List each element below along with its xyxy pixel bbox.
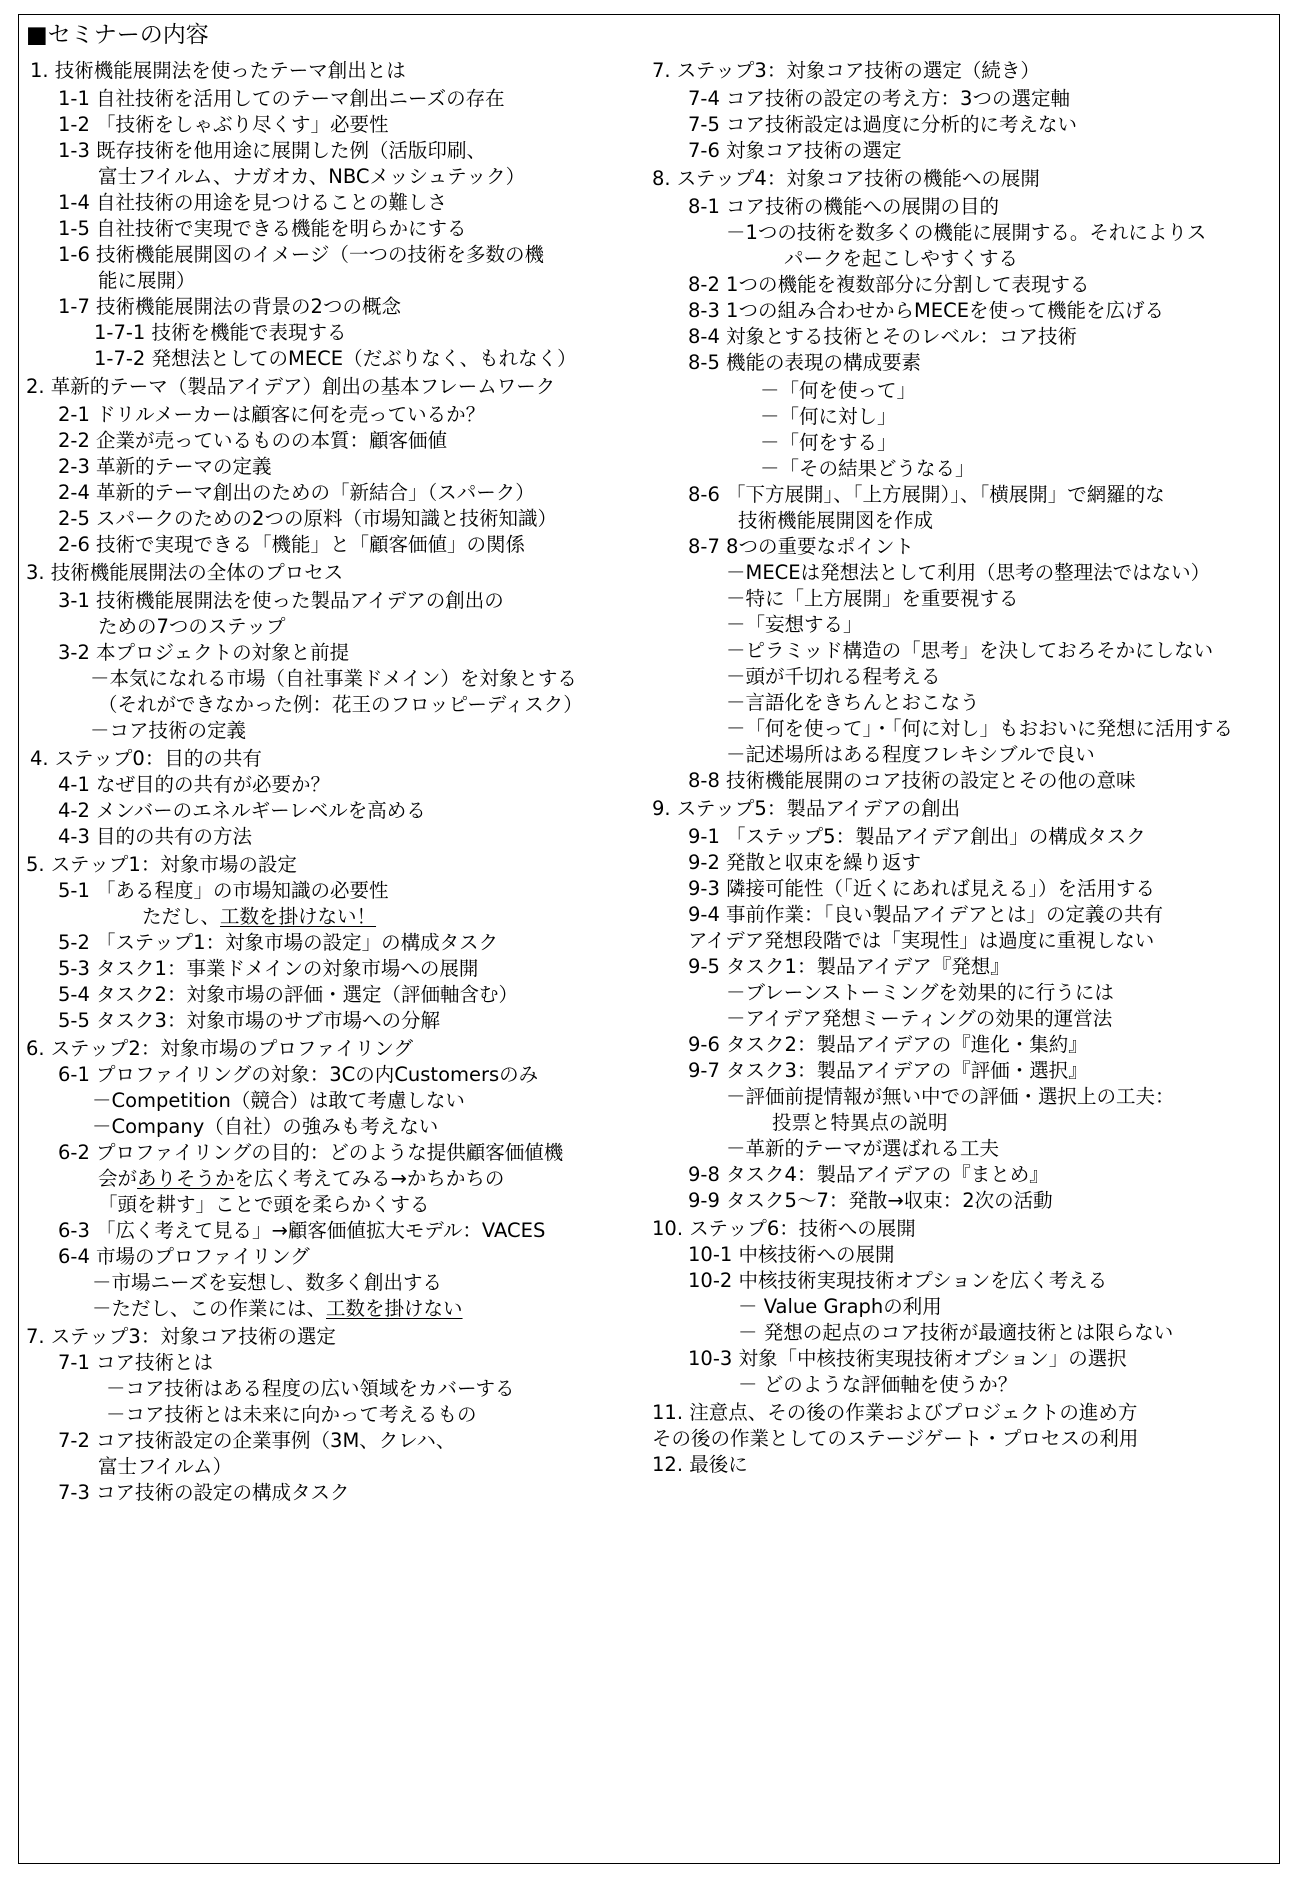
outline-item-text: 8-6 「下方展開」、「上方展開）」、「横展開」で網羅的な bbox=[688, 483, 1165, 506]
outline-item-text: 10. ステップ6：技術への展開 bbox=[652, 1217, 916, 1240]
outline-item bbox=[106, 1402, 477, 1428]
outline-item-text: 11. 注意点、その後の作業およびプロジェクトの進め方 bbox=[652, 1401, 1138, 1424]
outline-item bbox=[726, 638, 1213, 664]
outline-item-text: 7-1 コア技術とは bbox=[58, 1351, 214, 1374]
outline-item-text: －特に「上方展開」を重要視する bbox=[726, 587, 1019, 610]
outline-item-text: －Company（自社）の強みも考えない bbox=[92, 1115, 439, 1138]
outline-item bbox=[106, 1376, 515, 1402]
outline-item bbox=[688, 1032, 1088, 1058]
outline-item-text: 8-7 8つの重要なポイント bbox=[688, 535, 914, 558]
outline-item-text: その後の作業としてのステージゲート・プロセスの利用 bbox=[652, 1427, 1139, 1450]
outline-item-text: 7-6 対象コア技術の選定 bbox=[688, 139, 902, 162]
outline-item-text: ための7つのステップ bbox=[98, 615, 286, 638]
outline-item-text: －MECEは発想法として利用（思考の整理法ではない） bbox=[726, 561, 1211, 584]
outline-item bbox=[92, 1114, 438, 1140]
outline-item bbox=[688, 824, 1146, 850]
outline-item bbox=[26, 374, 555, 400]
outline-item-text: 12. 最後に bbox=[652, 1453, 748, 1476]
outline-item-text: 7-5 コア技術設定は過度に分析的に考えない bbox=[688, 113, 1078, 136]
outline-item bbox=[688, 850, 921, 876]
outline-item bbox=[738, 1372, 1017, 1398]
outline-item bbox=[784, 246, 1018, 272]
outline-item-text: 7. ステップ3：対象コア技術の選定 bbox=[26, 1325, 336, 1348]
outline-item-text: 8. ステップ4：対象コア技術の機能への展開 bbox=[652, 167, 1040, 190]
outline-item bbox=[688, 768, 1136, 794]
outline-item-text: －「何に対し」 bbox=[760, 405, 897, 428]
outline-item-text: 5. ステップ1：対象市場の設定 bbox=[26, 853, 297, 876]
outline-item-text: 技術機能展開図を作成 bbox=[738, 509, 934, 532]
outline-item bbox=[26, 1036, 413, 1062]
outline-item bbox=[726, 612, 863, 638]
outline-item-text: － 発想の起点のコア技術が最適技術とは限らない bbox=[738, 1321, 1174, 1344]
outline-item bbox=[688, 350, 921, 376]
outline-item-text: 6-2 プロファイリングの目的：どのような提供顧客価値機 bbox=[58, 1141, 564, 1164]
outline-item bbox=[688, 1268, 1107, 1294]
outline-item-text: －ただし、この作業には、 bbox=[92, 1297, 327, 1320]
outline-item bbox=[30, 58, 406, 84]
outline-item-text: 1-7-1 技術を機能で表現する bbox=[94, 321, 347, 344]
outline-item bbox=[98, 1166, 504, 1192]
outline-item bbox=[26, 560, 343, 586]
outline-item-text: －市場ニーズを妄想し、数多く創出する bbox=[92, 1271, 443, 1294]
outline-item bbox=[58, 1218, 545, 1244]
outline-item bbox=[98, 1454, 232, 1480]
outline-item-text: アイデア発想段階では「実現性」は過度に重視しない bbox=[688, 929, 1155, 952]
outline-item-text: ただし、 bbox=[142, 905, 221, 928]
outline-item-text: 7-4 コア技術の設定の考え方：3つの選定軸 bbox=[688, 87, 1070, 110]
outline-item bbox=[58, 798, 426, 824]
outline-item bbox=[726, 1006, 1112, 1032]
outline-item bbox=[688, 272, 1089, 298]
outline-item-text: 9-3 隣接可能性（「近くにあれば見える」）を活用する bbox=[688, 877, 1156, 900]
outline-item bbox=[58, 138, 486, 164]
outline-item bbox=[58, 216, 467, 242]
outline-item bbox=[688, 1188, 1053, 1214]
outline-item bbox=[760, 404, 897, 430]
outline-item bbox=[652, 1216, 916, 1242]
outline-item bbox=[30, 746, 262, 772]
outline-item-text: －頭が千切れる程考える bbox=[726, 665, 941, 688]
outline-item-text: 8-5 機能の表現の構成要素 bbox=[688, 351, 922, 374]
outline-item bbox=[58, 956, 478, 982]
outline-item-text: 8-2 1つの機能を複数部分に分割して表現する bbox=[688, 273, 1090, 296]
outline-item-text: 9-9 タスク5～7：発散→収束：2次の活動 bbox=[688, 1189, 1053, 1212]
outline-item-text: －コア技術の定義 bbox=[90, 719, 247, 742]
outline-item-text: 「頭を耕す」ことで頭を柔らかくする bbox=[98, 1193, 430, 1216]
outline-item bbox=[726, 664, 941, 690]
outline-item-text: 9. ステップ5：製品アイデアの創出 bbox=[652, 797, 961, 820]
outline-item bbox=[760, 456, 975, 482]
outline-item-text: 2-4 革新的テーマ創出のための「新結合」（スパーク） bbox=[58, 481, 535, 504]
outline-item-text: 会が bbox=[98, 1167, 138, 1190]
outline-item-text: 2-6 技術で実現できる「機能」と「顧客価値」の関係 bbox=[58, 533, 526, 556]
outline-item bbox=[90, 666, 577, 692]
outline-item bbox=[760, 378, 916, 404]
outline-item-text: 6-3 「広く考えて見る」→顧客価値拡大モデル：VACES bbox=[58, 1219, 546, 1242]
outline-item bbox=[738, 508, 933, 534]
outline-item-text: －「何をする」 bbox=[760, 431, 897, 454]
outline-item-text: 4-3 目的の共有の方法 bbox=[58, 825, 253, 848]
outline-item-text: 8-1 コア技術の機能への展開の目的 bbox=[688, 195, 1000, 218]
outline-item-text: 2-1 ドリルメーカーは顧客に何を売っているか？ bbox=[58, 403, 486, 426]
outline-item bbox=[26, 1324, 336, 1350]
outline-item-text: 1-4 自社技術の用途を見つけることの難しさ bbox=[58, 191, 448, 214]
outline-item bbox=[738, 1320, 1173, 1346]
outline-item bbox=[688, 1346, 1127, 1372]
outline-item bbox=[726, 690, 980, 716]
outline-item-text: 5-3 タスク1：事業ドメインの対象市場への展開 bbox=[58, 957, 479, 980]
outline-item-text: 9-2 発散と収束を繰り返す bbox=[688, 851, 922, 874]
outline-item-text-after: を広く考えてみる→かちかちの bbox=[234, 1167, 505, 1190]
outline-item-text: 7. ステップ3：対象コア技術の選定（続き） bbox=[652, 59, 1040, 82]
outline-item bbox=[726, 716, 1233, 742]
outline-item-text: －コア技術はある程度の広い領域をカバーする bbox=[106, 1377, 515, 1400]
outline-item bbox=[58, 294, 401, 320]
outline-item-text: －「何を使って」 bbox=[760, 379, 917, 402]
outline-item bbox=[726, 742, 1095, 768]
emphasis-underline: 工数を掛けない bbox=[326, 1297, 463, 1320]
outline-item-text: －Competition（競合）は敢て考慮しない bbox=[92, 1089, 465, 1112]
outline-item bbox=[652, 58, 1040, 84]
outline-item bbox=[58, 454, 272, 480]
outline-item-text: 5-5 タスク3：対象市場のサブ市場への分解 bbox=[58, 1009, 440, 1032]
outline-item bbox=[726, 1084, 1175, 1110]
outline-item-text: －記述場所はある程度フレキシブルで良い bbox=[726, 743, 1095, 766]
outline-item bbox=[688, 194, 999, 220]
outline-item-text: －本気になれる市場（自社事業ドメイン）を対象とする bbox=[90, 667, 577, 690]
outline-item-text: 10-3 対象「中核技術実現技術オプション」の選択 bbox=[688, 1347, 1127, 1370]
outline-item bbox=[98, 1192, 430, 1218]
outline-item-text: 1-7-2 発想法としてのMECE（だぶりなく、もれなく） bbox=[94, 347, 577, 370]
outline-item bbox=[760, 430, 897, 456]
outline-item bbox=[726, 1136, 999, 1162]
outline-item-text: 3. 技術機能展開法の全体のプロセス bbox=[26, 561, 344, 584]
outline-item-text: 4-2 メンバーのエネルギーレベルを高める bbox=[58, 799, 426, 822]
outline-item-text: －コア技術とは未来に向かって考えるもの bbox=[106, 1403, 477, 1426]
outline-item bbox=[726, 586, 1019, 612]
outline-item-text: 投票と特異点の説明 bbox=[772, 1111, 948, 1134]
outline-item bbox=[688, 534, 914, 560]
outline-item-text: －革新的テーマが選ばれる工夫 bbox=[726, 1137, 1000, 1160]
outline-item-text: 8-8 技術機能展開のコア技術の設定とその他の意味 bbox=[688, 769, 1136, 792]
outline-item bbox=[688, 324, 1077, 350]
outline-item-text: 3-1 技術機能展開法を使った製品アイデアの創出の bbox=[58, 589, 504, 612]
outline-item bbox=[688, 1058, 1088, 1084]
outline-item bbox=[652, 1400, 1137, 1426]
emphasis-underline: ありそうか bbox=[137, 1167, 235, 1190]
page-title: ■セミナーの内容 bbox=[26, 22, 209, 48]
outline-item bbox=[92, 1270, 442, 1296]
outline-item-text: 5-2 「ステップ1：対象市場の設定」の構成タスク bbox=[58, 931, 499, 954]
outline-item-text: 1-2 「技術をしゃぶり尽くす」必要性 bbox=[58, 113, 389, 136]
outline-item-text: －1つの技術を数多くの機能に展開する。それによりス bbox=[726, 221, 1207, 244]
outline-item bbox=[58, 112, 389, 138]
outline-item bbox=[58, 506, 557, 532]
outline-item-text: 1-3 既存技術を他用途に展開した例（活版印刷、 bbox=[58, 139, 487, 162]
outline-item-text: 1-6 技術機能展開図のイメージ（一つの技術を多数の機 bbox=[58, 243, 544, 266]
outline-item bbox=[688, 138, 902, 164]
outline-item-text: 9-5 タスク1：製品アイデア『発想』 bbox=[688, 955, 1010, 978]
outline-item-text: 1-7 技術機能展開法の背景の2つの概念 bbox=[58, 295, 401, 318]
outline-item bbox=[58, 640, 349, 666]
outline-item-text: 7-2 コア技術設定の企業事例（3M、クレハ、 bbox=[58, 1429, 456, 1452]
outline-item bbox=[688, 902, 1163, 928]
outline-item-text: －「妄想する」 bbox=[726, 613, 863, 636]
outline-item-text: 1. 技術機能展開法を使ったテーマ創出とは bbox=[30, 59, 406, 82]
outline-item bbox=[58, 824, 252, 850]
outline-item-text: 9-6 タスク2：製品アイデアの『進化・集約』 bbox=[688, 1033, 1088, 1056]
outline-item bbox=[58, 1480, 350, 1506]
outline-item bbox=[98, 692, 583, 718]
outline-item-text: 5-1 「ある程度」の市場知識の必要性 bbox=[58, 879, 389, 902]
outline-item bbox=[652, 166, 1040, 192]
outline-item-text: 8-4 対象とする技術とそのレベル：コア技術 bbox=[688, 325, 1078, 348]
outline-item bbox=[58, 878, 389, 904]
outline-item-text: 能に展開） bbox=[98, 269, 196, 292]
outline-item bbox=[652, 1426, 1138, 1452]
outline-item bbox=[688, 928, 1154, 954]
outline-item-text: 9-7 タスク3：製品アイデアの『評価・選択』 bbox=[688, 1059, 1088, 1082]
outline-item bbox=[58, 242, 544, 268]
outline-item-text: 4-1 なぜ目的の共有が必要か？ bbox=[58, 773, 331, 796]
outline-item-text: 7-3 コア技術の設定の構成タスク bbox=[58, 1481, 350, 1504]
outline-item bbox=[688, 1242, 894, 1268]
outline-item-text: パークを起こしやすくする bbox=[784, 247, 1019, 270]
outline-item bbox=[94, 346, 577, 372]
outline-item-text: 6. ステップ2：対象市場のプロファイリング bbox=[26, 1037, 414, 1060]
outline-item bbox=[58, 1008, 440, 1034]
outline-item bbox=[726, 560, 1210, 586]
outline-item-text: 10-2 中核技術実現技術オプションを広く考える bbox=[688, 1269, 1108, 1292]
outline-item-text: － Value Graphの利用 bbox=[738, 1295, 942, 1318]
outline-item bbox=[58, 772, 330, 798]
outline-item bbox=[58, 1140, 563, 1166]
outline-item-text: 2-2 企業が売っているものの本質：顧客価値 bbox=[58, 429, 448, 452]
outline-item bbox=[26, 852, 297, 878]
outline-item-text: 富士フイルム、ナガオカ、NBCメッシュテック） bbox=[98, 165, 526, 188]
outline-item-text: 10-1 中核技術への展開 bbox=[688, 1243, 895, 1266]
outline-item bbox=[58, 1350, 213, 1376]
outline-item bbox=[58, 402, 485, 428]
outline-item-text: 6-1 プロファイリングの対象：3Cの内Customersのみ bbox=[58, 1063, 539, 1086]
outline-item bbox=[772, 1110, 948, 1136]
outline-item-text: 5-4 タスク2：対象市場の評価・選定（評価軸含む） bbox=[58, 983, 518, 1006]
outline-item bbox=[688, 112, 1077, 138]
outline-item-text: －言語化をきちんとおこなう bbox=[726, 691, 980, 714]
outline-item bbox=[98, 268, 196, 294]
outline-item bbox=[688, 876, 1155, 902]
outline-item-text: －評価前提情報が無い中での評価・選択上の工夫： bbox=[726, 1085, 1175, 1108]
outline-item bbox=[738, 1294, 942, 1320]
outline-item bbox=[652, 1452, 748, 1478]
outline-item-text: 9-8 タスク4：製品アイデアの『まとめ』 bbox=[688, 1163, 1049, 1186]
outline-item bbox=[58, 428, 447, 454]
outline-item bbox=[726, 980, 1114, 1006]
outline-item bbox=[58, 190, 447, 216]
outline-item-text: －「何を使って」・「何に対し」もおおいに発想に活用する bbox=[726, 717, 1234, 740]
outline-item bbox=[58, 1062, 538, 1088]
outline-item bbox=[688, 1162, 1049, 1188]
outline-item-text: 2-5 スパークのための2つの原料（市場知識と技術知識） bbox=[58, 507, 557, 530]
outline-item bbox=[688, 954, 1010, 980]
outline-item-text: 9-1 「ステップ5：製品アイデア創出」の構成タスク bbox=[688, 825, 1146, 848]
outline-item bbox=[726, 220, 1206, 246]
outline-item-text: 2-3 革新的テーマの定義 bbox=[58, 455, 272, 478]
outline-item-text: －アイデア発想ミーティングの効果的運営法 bbox=[726, 1007, 1113, 1030]
outline-item bbox=[92, 1088, 465, 1114]
outline-item-text: －「その結果どうなる」 bbox=[760, 457, 975, 480]
outline-item bbox=[58, 1428, 455, 1454]
outline-item bbox=[58, 480, 535, 506]
outline-item bbox=[58, 1244, 310, 1270]
outline-item bbox=[58, 532, 525, 558]
outline-item bbox=[94, 320, 347, 346]
outline-item bbox=[92, 1296, 463, 1322]
outline-item bbox=[90, 718, 246, 744]
outline-item-text: 2. 革新的テーマ（製品アイデア）創出の基本フレームワーク bbox=[26, 375, 556, 398]
outline-item-text: 4. ステップ0：目的の共有 bbox=[30, 747, 262, 770]
outline-item-text: 1-1 自社技術を活用してのテーマ創出ニーズの存在 bbox=[58, 87, 505, 110]
outline-item-text: 6-4 市場のプロファイリング bbox=[58, 1245, 310, 1268]
outline-item-text: 3-2 本プロジェクトの対象と前提 bbox=[58, 641, 350, 664]
outline-item bbox=[688, 482, 1165, 508]
outline-item bbox=[58, 930, 498, 956]
outline-item bbox=[652, 796, 960, 822]
outline-item bbox=[688, 86, 1070, 112]
outline-item-text: 1-5 自社技術で実現できる機能を明らかにする bbox=[58, 217, 467, 240]
outline-item bbox=[98, 614, 286, 640]
outline-item bbox=[58, 86, 505, 112]
outline-item bbox=[142, 904, 376, 930]
outline-item-text: （それができなかった例：花王のフロッピーディスク） bbox=[98, 693, 583, 716]
outline-item-text: － どのような評価軸を使うか？ bbox=[738, 1373, 1018, 1396]
outline-item bbox=[688, 298, 1164, 324]
outline-item-text: 8-3 1つの組み合わせからMECEを使って機能を広げる bbox=[688, 299, 1165, 322]
outline-item bbox=[98, 164, 525, 190]
outline-item-text: 富士フイルム） bbox=[98, 1455, 232, 1478]
outline-item-text: 9-4 事前作業：「良い製品アイデアとは」の定義の共有 bbox=[688, 903, 1164, 926]
emphasis-underline: 工数を掛けない！ bbox=[220, 905, 377, 928]
outline-item-text: －ピラミッド構造の「思考」を決しておろそかにしない bbox=[726, 639, 1214, 662]
outline-item bbox=[58, 588, 504, 614]
outline-item bbox=[58, 982, 518, 1008]
outline-item-text: －ブレーンストーミングを効果的に行うには bbox=[726, 981, 1114, 1004]
